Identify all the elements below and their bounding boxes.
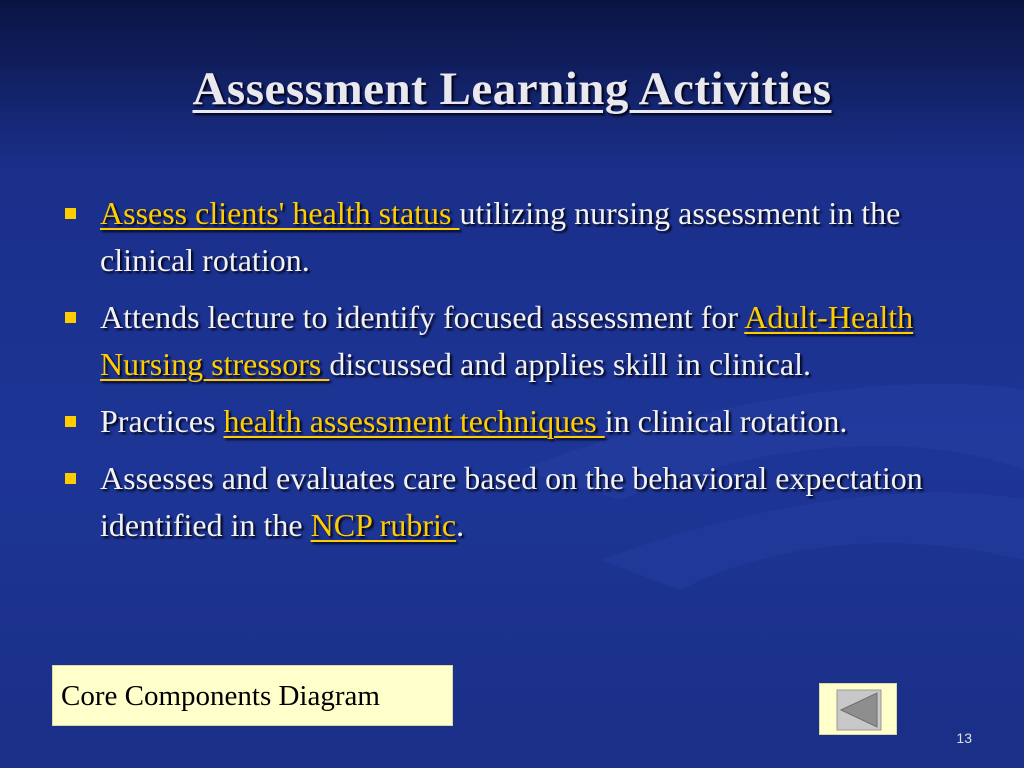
bullet-item — [62, 294, 962, 388]
bullet-text: Practices — [100, 403, 224, 439]
slide-title: Assessment Learning Activities — [192, 63, 832, 115]
adult-health-stressors-link[interactable]: Adult-Health Nursing stressors — [100, 299, 914, 382]
bullet-item — [62, 455, 962, 549]
bullet-text: Assesses and evaluates care based on the behavioral expectation identified in the — [100, 460, 923, 543]
square-bullet-icon — [65, 416, 76, 427]
health-assessment-techniques-link[interactable]: health assessment techniques — [223, 403, 605, 439]
bullet-list — [62, 190, 962, 559]
bullet-text: in clinical rotation. — [604, 403, 848, 439]
assess-health-status-link[interactable]: Assess clients' health status — [100, 195, 460, 231]
square-bullet-icon — [65, 312, 76, 323]
back-button[interactable] — [819, 683, 897, 735]
square-bullet-icon — [65, 473, 76, 484]
page-number: 13 — [956, 730, 972, 746]
bullet-item — [62, 190, 962, 284]
bullet-item — [62, 398, 962, 445]
bullet-text: discussed and applies skill in clinical. — [329, 346, 812, 382]
bullet-text: Attends lecture to identify focused assessment for — [100, 299, 745, 335]
bullet-text: . — [456, 507, 465, 543]
triangle-left-icon — [820, 684, 898, 736]
square-bullet-icon — [65, 208, 76, 219]
bullet-text: utilizing nursing assessment in the clinical rotation. — [100, 195, 901, 278]
ncp-rubric-link[interactable]: NCP rubric — [310, 507, 457, 543]
core-components-diagram-button[interactable]: Core Components Diagram — [52, 665, 453, 726]
